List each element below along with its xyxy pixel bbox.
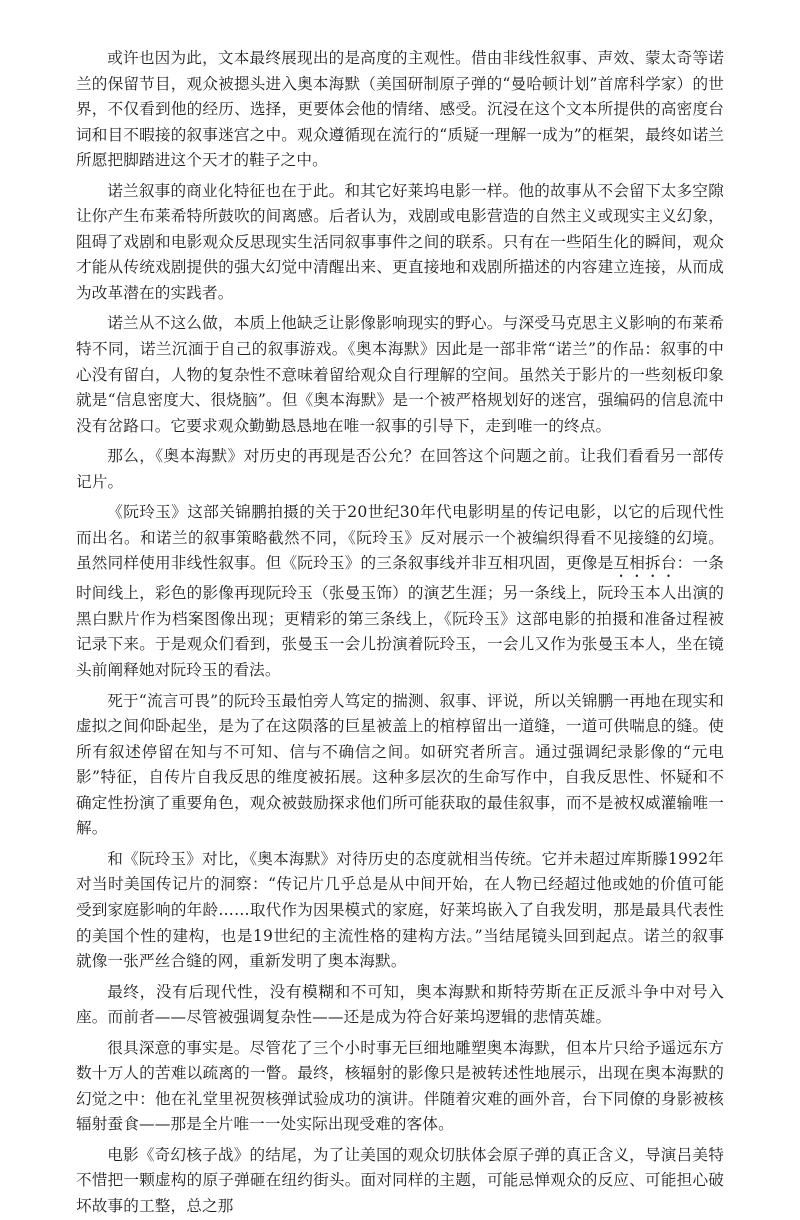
paragraph-5 — [76, 500, 724, 683]
paragraph-2: 诺兰叙事的商业化特征也在于此。和其它好莱坞电影一样。他的故事从不会留下太多空隙让你产生布莱希特所鼓吹的间离感。后者认为，戏剧或电影营造的自然主义或现实主义幻象，阻碍了戏剧和电影观众反思现实生活同叙事事件之间的联系。只有在一些陌生化的瞬间，观众才能从传统戏剧提供的强大幻觉中清醒出来、更直接地和戏剧所描述的内容建立连接，从而成为改革潜在的实践者。 — [76, 181, 724, 302]
paragraph-10: 电影《奇幻核子战》的结尾，为了让美国的观众切肤体会原子弹的真正含义，导演吕美特不惜把一颗虚构的原子弹砸在纽约街头。面对同样的主题，可能忌惮观众的反应、可能担心破坏故事的工整，总之那 — [76, 1145, 724, 1215]
paragraph-3: 诺兰从不这么做，本质上他缺乏让影像影响现实的野心。与深受马克思主义影响的布莱希特不同，诺兰沉湎于自己的叙事游戏。《奥本海默》因此是一部非常“诺兰”的作品：叙事的中心没有留白，人物的复杂性不意味着留给观众自行理解的空间。虽然关于影片的一些刻板印象就是“信息密度大、很烧脑”。但《奥本海默》是一个被严格规划好的迷宫，强编码的信息流中没有岔路口。它要求观众勤勤恳恳地在唯一叙事的引导下，走到唯一的终点。 — [76, 314, 724, 435]
paragraph-1: 或许也因为此，文本最终展现出的是高度的主观性。借由非线性叙事、声效、蒙太奇等诺兰的保留节目，观众被摁头进入奥本海默（美国研制原子弹的“曼哈顿计划”首席科学家）的世界，不仅看到他的经历、选择，更要体会他的情绪、感受。沉浸在这个文本所提供的高密度台词和目不暇接的叙事迷宫之中。观众遵循现在流行的“质疑一理解一成为”的框架，最终如诺兰所愿把脚踏进这个天才的鞋子之中。 — [76, 49, 724, 170]
paragraph-7: 和《阮玲玉》对比，《奥本海默》对待历史的态度就相当传统。它并未超过库斯滕1992年对当时美国传记片的洞察：“传记片几乎总是从中间开始，在人物已经超过他或她的价值可能受到家庭影响的年龄……取代作为因果模式的家庭，好莱坞嵌入了自我发明，那是最具代表性的美国个性的建构，也是19世纪的主流性格的建构方法。”当结尾镜头回到起点。诺兰的叙事就像一张严丝合缝的网，重新发明了奥本海默。 — [76, 849, 724, 971]
emphasized-phrase: 互相拆台 — [613, 554, 677, 573]
paragraph-6: 死于“流言可畏”的阮玲玉最怕旁人笃定的揣测、叙事、评说，所以关锦鹏一再地在现实和虚拟之间仰卧起坐，是为了在这陨落的巨星被盖上的棺椁留出一道缝，一道可供喘息的缝。使所有叙述停留在知与不可知、信与不确信之间。如研究者所言。通过强调纪录影像的“元电影”特征，自传片自我反思的维度被拓展。这种多层次的生命写作中，自我反思性、怀疑和不确定性扮演了重要角色，观众被鼓励探求他们所可能获取的最佳叙事，而不是被权威灌输唯一解。 — [76, 691, 724, 838]
paragraph-9: 很具深意的事实是。尽管花了三个小时事无巨细地雕塑奥本海默，但本片只给予遥远东方数十万人的苦难以疏离的一瞥。最终，核辐射的影像只是被转述性地展示，出现在奥本海默的幻觉之中：他在礼堂里祝贺核弹试验成功的演讲。伴随着灾难的画外音，台下同僚的身影被核辐射蚕食——那是全片唯一一处实际出现受难的客体。 — [76, 1038, 724, 1134]
paragraph-8: 最终，没有后现代性，没有模糊和不可知，奥本海默和斯特劳斯在正反派斗争中对号入座。而前者——尽管被强调复杂性——还是成为符合好莱坞逻辑的悲情英雄。 — [76, 982, 724, 1027]
paragraph-4: 那么，《奥本海默》对历史的再现是否公允？在回答这个问题之前。让我们看看另一部传记片。 — [76, 447, 724, 491]
paragraph-5-before: 《阮玲玉》这部关锦鹏拍摄的关于20世纪30年代电影明星的传记电影，以它的后现代性而出名。和诺兰的叙事策略截然不同，《阮玲玉》反对展示一个被编织得看不见接缝的幻境。虽然同样使用非线性叙事。但《阮玲玉》的三条叙事线并非互相巩固，更像是 — [76, 503, 724, 573]
paragraph-5-after: ：一条时间线上，彩色的影像再现阮玲玉（张曼玉饰）的演艺生涯；另一条线上，阮玲玉本人出演的黑白默片作为档案图像出现；更精彩的第三条线上，《阮玲玉》这部电影的拍摄和准备过程被记录下来。于是观众们看到，张曼玉一会儿扮演着阮玲玉，一会儿又作为张曼玉本人，坐在镜头前阐释她对阮玲玉的看法。 — [76, 554, 724, 680]
